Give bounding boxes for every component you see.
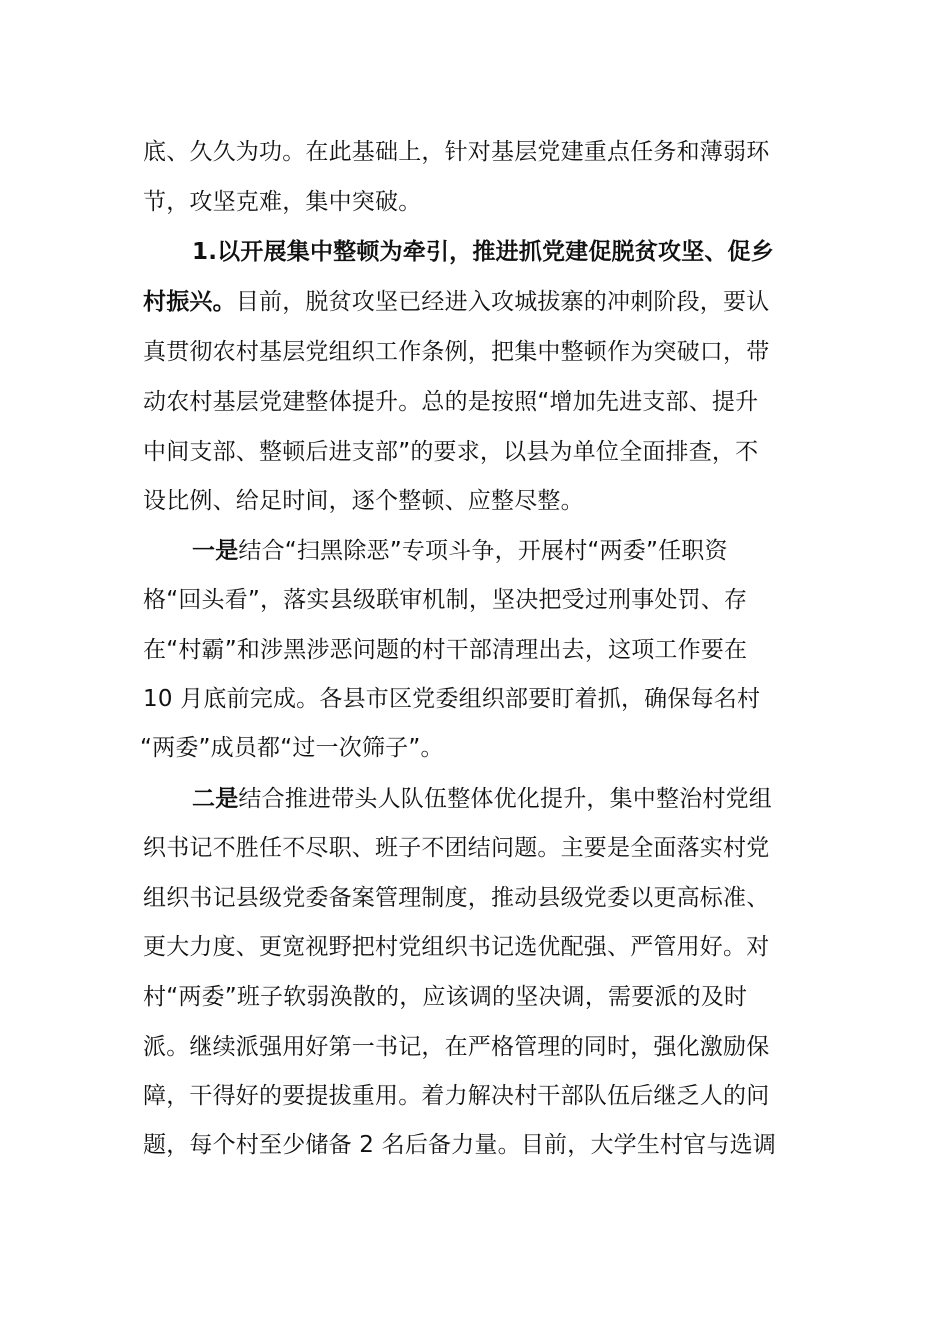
- text-line: 派。继续派强用好第一书记，在严格管理的同时，强化激励保: [143, 1034, 770, 1060]
- section-heading: 1.以开展集中整顿为牵引，推进抓党建促脱贫攻坚、促乡: [192, 239, 774, 265]
- text-line: 中间支部、整顿后进支部”的要求，以县为单位全面排查，不: [143, 439, 759, 465]
- text-line: 题，每个村至少储备 2 名后备力量。目前，大学生村官与选调: [143, 1132, 777, 1158]
- text-line: 真贯彻农村基层党组织工作条例，把集中整顿作为突破口，带: [143, 339, 770, 365]
- text-line: “两委”成员都“过一次筛子”。: [140, 735, 444, 761]
- text-line: 村“两委”班子软弱涣散的，应该调的坚决调，需要派的及时: [143, 984, 748, 1010]
- text-line: 节，攻坚克难，集中突破。: [143, 189, 422, 215]
- text-line: 村振兴。目前，脱贫攻坚已经进入攻城拔寨的冲刺阶段，要认: [143, 289, 770, 315]
- text-line: 组织书记县级党委备案管理制度，推动县级党委以更高标准、: [143, 885, 770, 911]
- text-line: 底、久久为功。在此基础上，针对基层党建重点任务和薄弱环: [143, 139, 770, 165]
- paragraph-start: 一是结合“扫黑除恶”专项斗争，开展村“两委”任职资: [192, 538, 728, 564]
- text-line: 织书记不胜任不尽职、班子不团结问题。主要是全面落实村党: [143, 835, 770, 861]
- text-line: 格“回头看”，落实县级联审机制，坚决把受过刑事处罚、存: [143, 587, 748, 613]
- text-line: 更大力度、更宽视野把村党组织书记选优配强、严管用好。对: [143, 934, 770, 960]
- text-line: 10 月底前完成。各县市区党委组织部要盯着抓，确保每名村: [143, 686, 761, 712]
- text-line: 动农村基层党建整体提升。总的是按照“增加先进支部、提升: [143, 389, 759, 415]
- text-line: 设比例、给足时间，逐个整顿、应整尽整。: [143, 488, 584, 514]
- text-line: 在“村霸”和涉黑涉恶问题的村干部清理出去，这项工作要在: [143, 637, 748, 663]
- text-line: 障，干得好的要提拔重用。着力解决村干部队伍后继乏人的问: [143, 1083, 770, 1109]
- paragraph-start: 二是结合推进带头人队伍整体优化提升，集中整治村党组: [192, 786, 773, 812]
